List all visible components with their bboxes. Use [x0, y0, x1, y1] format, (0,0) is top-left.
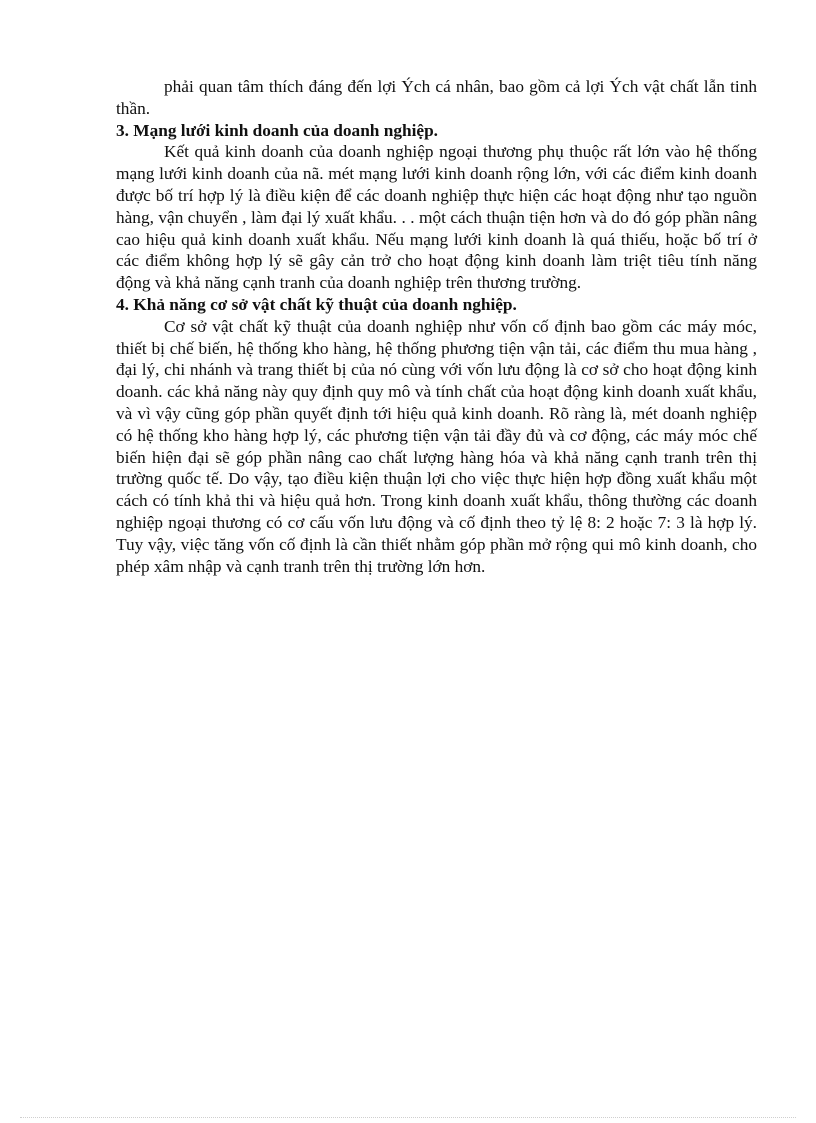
document-page	[116, 76, 757, 577]
intro-paragraph: phải quan tâm thích đáng đến lợi Ých cá nhân, bao gồm cả lợi Ých vật chất lẫn tinh thần.	[116, 77, 757, 118]
section-4-heading: 4. Khả năng cơ sở vật chất kỹ thuật của doanh nghiệp.	[116, 294, 517, 314]
section-3-heading: 3. Mạng lưới kinh doanh của doanh nghiệp.	[116, 120, 438, 140]
section-4-paragraph: Cơ sở vật chất kỹ thuật của doanh nghiệp như vốn cố định bao gồm các máy móc, thiết bị chế biến, hệ thống kho hàng, hệ thống phương tiện vận tải, các điểm thu mua hàng , đại lý, chi nhánh và trang thiết bị của nó cùng với vốn lưu động là cơ sở cho hoạt động kinh doanh. các khả năng này quy định quy mô và tính chất của hoạt động kinh doanh xuất khẩu, và vì vậy cũng góp phần quyết định tới hiệu quả kinh doanh. Rõ ràng là, mét doanh nghiệp có hệ thống kho hàng hợp lý, các phương tiện vận tải đầy đủ và cơ động, các máy móc chế biến hiện đại sẽ góp phần nâng cao chất lượng hàng hóa và khả năng cạnh tranh trên thị trường quốc tế. Do vậy, tạo điều kiện thuận lợi cho việc thực hiện hợp đồng xuất khẩu một cách có tính khả thi và hiệu quả hơn. Trong kinh doanh xuất khẩu, thông thường các doanh nghiệp ngoại thương có cơ cấu vốn lưu động và cố định theo tỷ lệ 8: 2 hoặc 7: 3 là hợp lý. Tuy vậy, việc tăng vốn cố định là cần thiết nhằm góp phần mở rộng qui mô kinh doanh, cho phép xâm nhập và cạnh tranh trên thị trường lớn hơn.	[116, 316, 757, 576]
page-bottom-divider	[20, 1117, 796, 1118]
section-3-paragraph: Kết quả kinh doanh của doanh nghiệp ngoại thương phụ thuộc rất lớn vào hệ thống mạng lưới kinh doanh của nã. mét mạng lưới kinh doanh rộng lớn, với các điểm kinh doanh được bố trí hợp lý là điều kiện để các doanh nghiệp thực hiện các hoạt động như tạo nguồn hàng, vận chuyển , làm đại lý xuất khẩu. . . một cách thuận tiện hơn và do đó góp phần nâng cao hiệu quả kinh doanh xuất khẩu. Nếu mạng lưới kinh doanh là quá thiếu, hoặc bố trí ở các điểm không hợp lý sẽ gây cản trở cho hoạt động kinh doanh làm triệt tiêu tính năng động và khả năng cạnh tranh của doanh nghiệp trên thương trường.	[116, 142, 757, 293]
